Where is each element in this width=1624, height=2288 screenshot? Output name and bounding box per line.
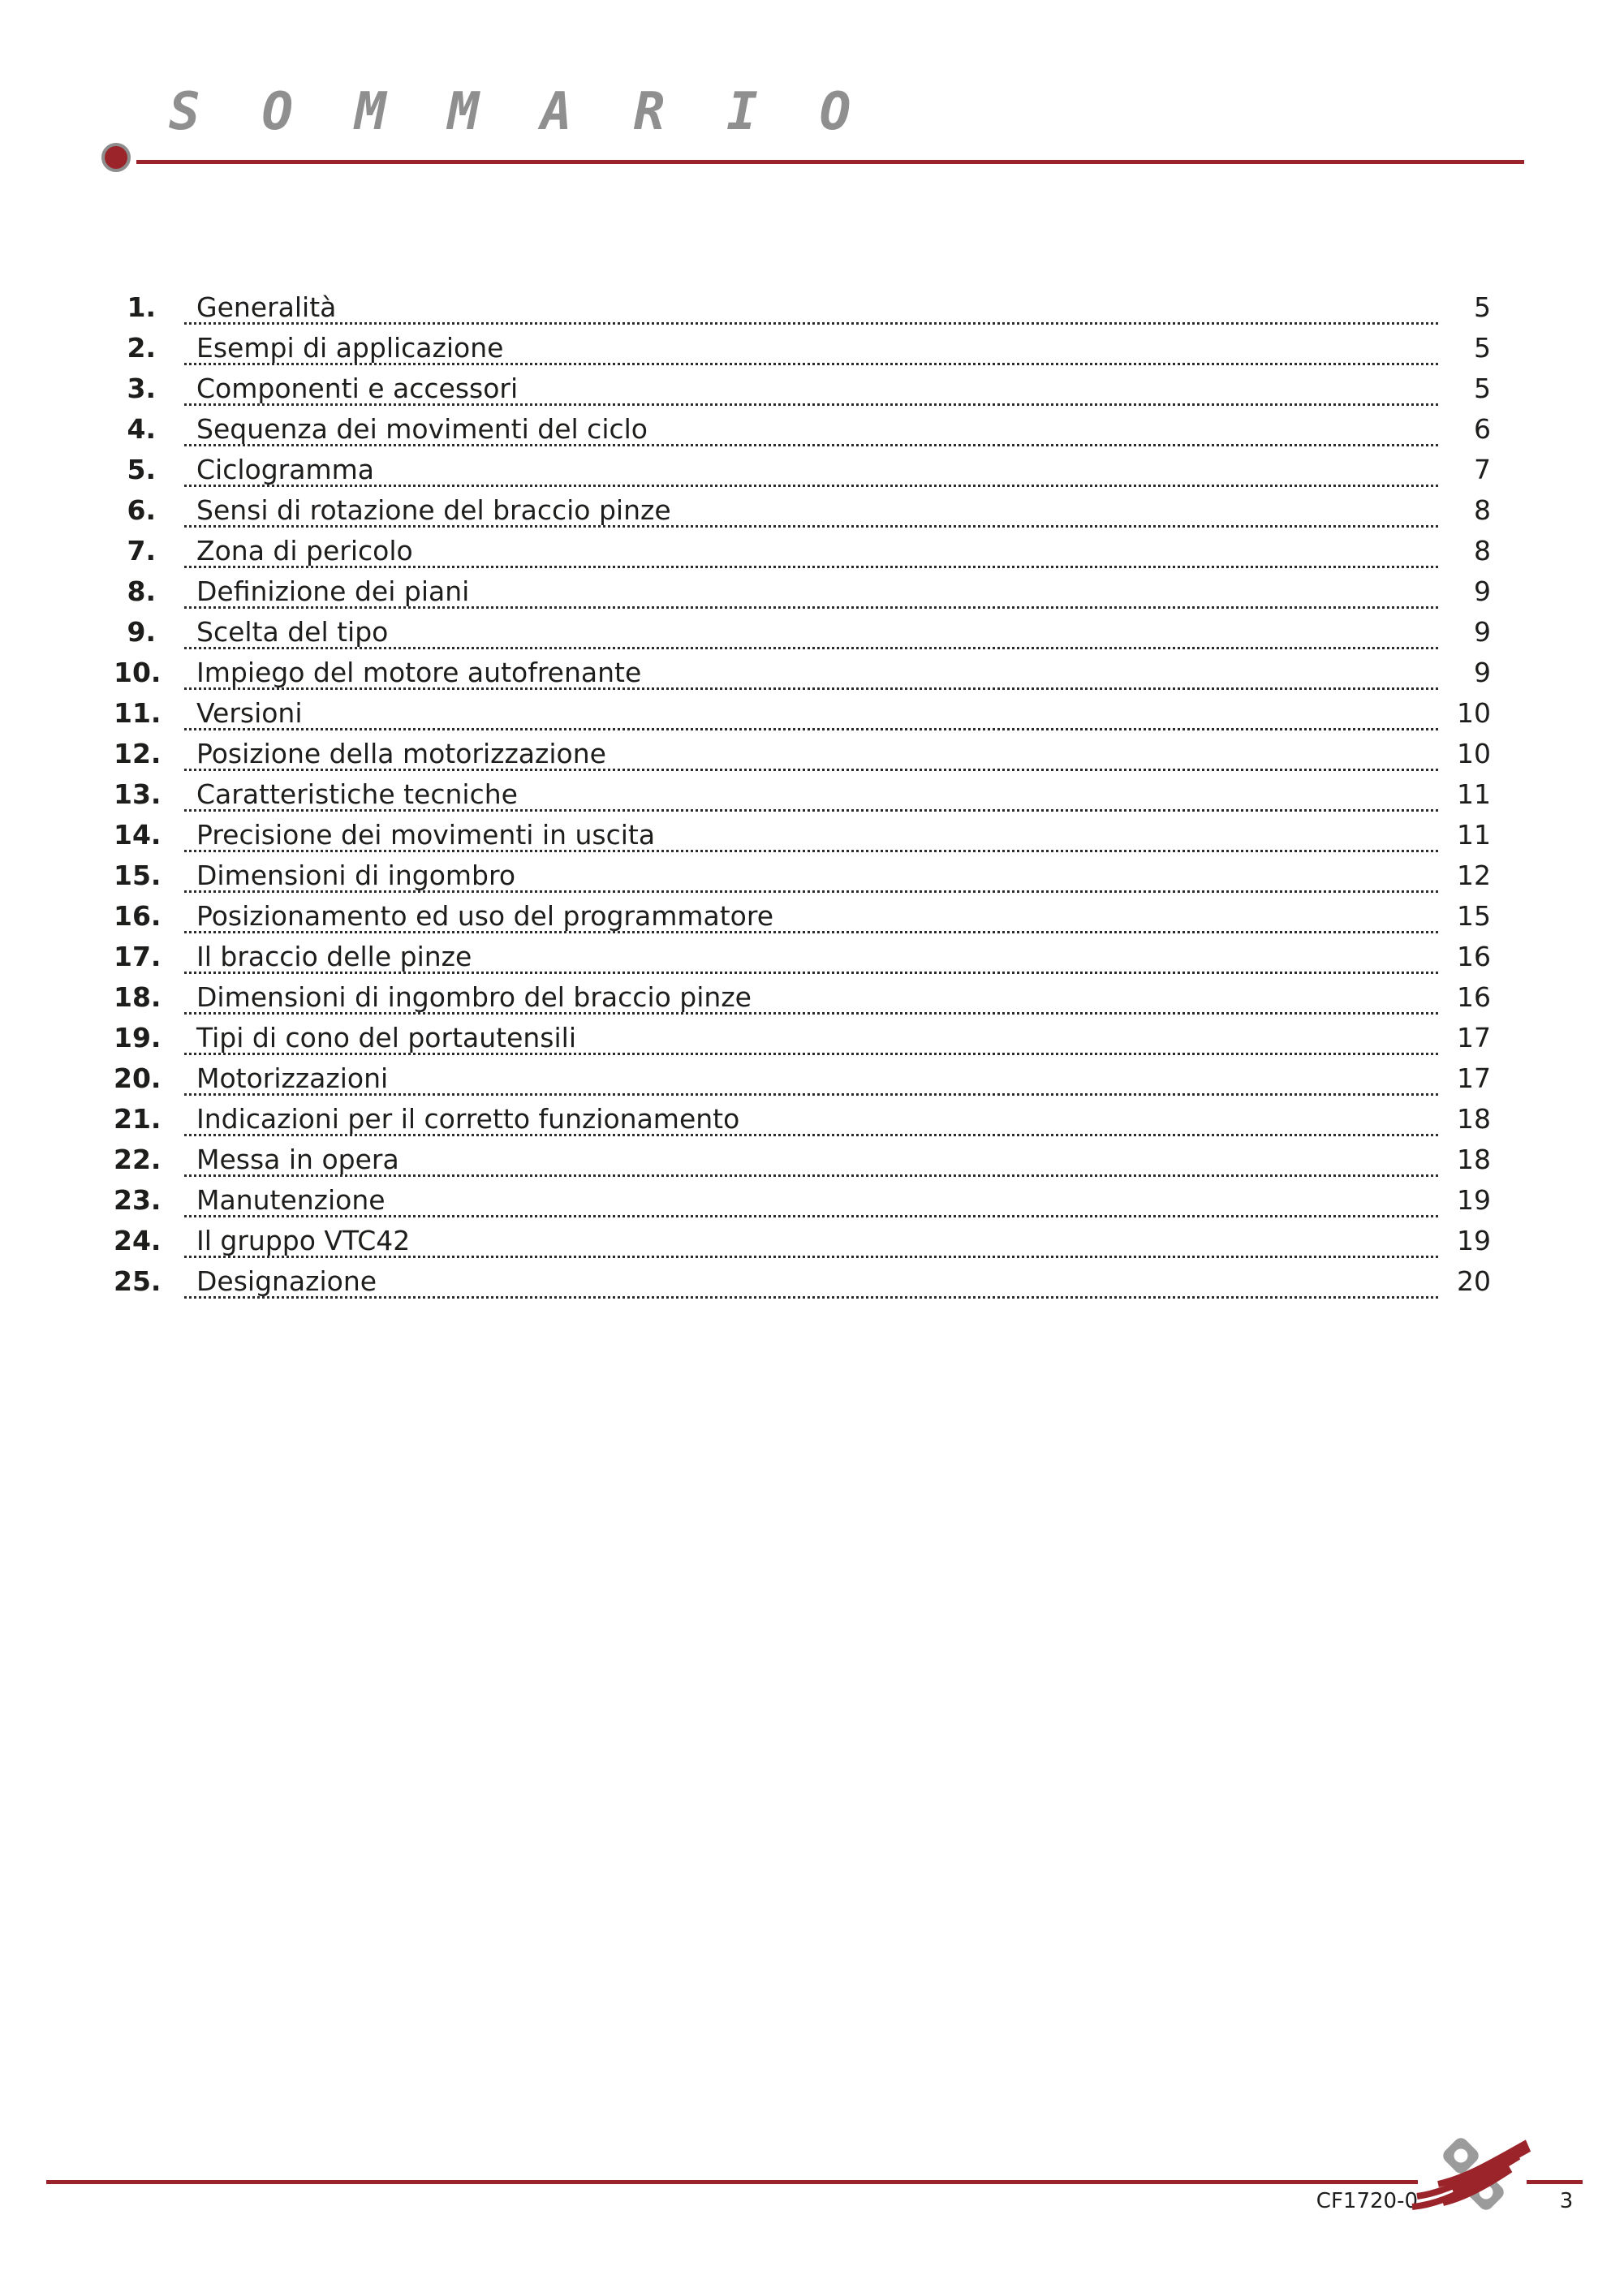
toc-dotted-leader xyxy=(184,1134,1438,1136)
toc-dotted-leader xyxy=(184,1215,1438,1217)
toc-row xyxy=(114,1262,1493,1303)
toc-entry-number: 19. xyxy=(114,1022,162,1054)
toc-row xyxy=(114,613,1493,653)
toc-entry-number: 21. xyxy=(114,1103,162,1135)
toc-row xyxy=(114,329,1493,369)
toc-entry-title: Precisione dei movimenti in uscita xyxy=(196,819,656,851)
toc-entry-page-number: 11 xyxy=(1457,778,1491,810)
toc-row xyxy=(114,653,1493,694)
toc-entry-title: Tipi di cono del portautensili xyxy=(196,1022,576,1054)
toc-dotted-leader xyxy=(184,322,1438,325)
toc-entry-title: Ciclogramma xyxy=(196,454,374,485)
toc-row xyxy=(114,1140,1493,1181)
toc-row xyxy=(114,816,1493,856)
toc-entry-page-number: 17 xyxy=(1457,1062,1491,1094)
toc-entry-title: Esempi di applicazione xyxy=(196,332,504,364)
toc-entry-title: Il braccio delle pinze xyxy=(196,941,472,972)
toc-entry-page-number: 5 xyxy=(1474,332,1491,364)
toc-entry-title: Sequenza dei movimenti del ciclo xyxy=(196,413,648,445)
toc-dotted-leader xyxy=(184,566,1438,568)
toc-entry-number: 12. xyxy=(114,738,162,769)
toc-dotted-leader xyxy=(184,525,1438,528)
toc-entry-page-number: 19 xyxy=(1457,1225,1491,1256)
toc-row xyxy=(114,735,1493,775)
toc-entry-number: 7. xyxy=(127,535,156,567)
toc-entry-number: 22. xyxy=(114,1144,162,1175)
toc-row xyxy=(114,410,1493,450)
toc-entry-title: Manutenzione xyxy=(196,1184,386,1216)
toc-entry-page-number: 10 xyxy=(1457,738,1491,769)
toc-dotted-leader xyxy=(184,444,1438,446)
toc-entry-page-number: 9 xyxy=(1474,616,1491,648)
toc-entry-number: 16. xyxy=(114,900,162,932)
toc-entry-title: Caratteristiche tecniche xyxy=(196,778,518,810)
title-rule xyxy=(136,160,1524,164)
footer-doc-code: CF1720-0 xyxy=(1316,2189,1418,2213)
toc-entry-number: 25. xyxy=(114,1265,162,1297)
toc-entry-number: 2. xyxy=(127,332,156,364)
toc-entry-page-number: 19 xyxy=(1457,1184,1491,1216)
toc-row xyxy=(114,491,1493,532)
toc-entry-title: Posizione della motorizzazione xyxy=(196,738,606,769)
page-title: SOMMARIO xyxy=(169,82,913,142)
toc-entry-page-number: 8 xyxy=(1474,535,1491,567)
toc-entry-page-number: 5 xyxy=(1474,291,1491,323)
toc-entry-number: 5. xyxy=(127,454,156,485)
footer-rule-right xyxy=(1527,2180,1583,2184)
toc-entry-number: 20. xyxy=(114,1062,162,1094)
toc-dotted-leader xyxy=(184,728,1438,730)
toc-dotted-leader xyxy=(184,890,1438,893)
toc-row xyxy=(114,572,1493,613)
toc-entry-number: 13. xyxy=(114,778,162,810)
footer-rule-left xyxy=(46,2180,1418,2184)
toc-entry-title: Dimensioni di ingombro xyxy=(196,860,516,891)
toc-entry-number: 9. xyxy=(127,616,156,648)
toc-row xyxy=(114,1059,1493,1100)
toc-entry-number: 4. xyxy=(127,413,156,445)
toc-entry-title: Dimensioni di ingombro del braccio pinze xyxy=(196,981,752,1013)
toc-dotted-leader xyxy=(184,1174,1438,1177)
toc-dotted-leader xyxy=(184,1093,1438,1096)
title-bullet-dot xyxy=(101,143,131,172)
toc-entry-title: Componenti e accessori xyxy=(196,373,519,404)
toc-entry-page-number: 7 xyxy=(1474,454,1491,485)
toc-entry-title: Versioni xyxy=(196,697,303,729)
toc-dotted-leader xyxy=(184,1296,1438,1299)
toc-list xyxy=(114,288,1493,1303)
toc-entry-page-number: 18 xyxy=(1457,1103,1491,1135)
toc-row xyxy=(114,694,1493,735)
toc-dotted-leader xyxy=(184,403,1438,406)
toc-entry-page-number: 12 xyxy=(1457,860,1491,891)
toc-dotted-leader xyxy=(184,647,1438,649)
toc-entry-number: 23. xyxy=(114,1184,162,1216)
toc-row xyxy=(114,532,1493,572)
toc-entry-page-number: 16 xyxy=(1457,941,1491,972)
toc-entry-page-number: 16 xyxy=(1457,981,1491,1013)
toc-row xyxy=(114,937,1493,978)
toc-entry-page-number: 9 xyxy=(1474,657,1491,688)
toc-dotted-leader xyxy=(184,769,1438,771)
toc-entry-page-number: 18 xyxy=(1457,1144,1491,1175)
toc-entry-page-number: 17 xyxy=(1457,1022,1491,1054)
toc-entry-title: Motorizzazioni xyxy=(196,1062,389,1094)
toc-dotted-leader xyxy=(184,687,1438,690)
toc-row xyxy=(114,856,1493,897)
toc-dotted-leader xyxy=(184,931,1438,933)
toc-entry-title: Designazione xyxy=(196,1265,377,1297)
toc-dotted-leader xyxy=(184,606,1438,609)
toc-entry-number: 15. xyxy=(114,860,162,891)
toc-row xyxy=(114,369,1493,410)
toc-entry-number: 17. xyxy=(114,941,162,972)
toc-dotted-leader xyxy=(184,485,1438,487)
toc-entry-title: Definizione dei piani xyxy=(196,575,470,607)
toc-entry-number: 6. xyxy=(127,494,156,526)
toc-dotted-leader xyxy=(184,850,1438,852)
toc-entry-title: Il gruppo VTC42 xyxy=(196,1225,411,1256)
toc-entry-page-number: 9 xyxy=(1474,575,1491,607)
toc-entry-title: Sensi di rotazione del braccio pinze xyxy=(196,494,671,526)
toc-row xyxy=(114,897,1493,937)
toc-entry-title: Messa in opera xyxy=(196,1144,399,1175)
toc-entry-number: 1. xyxy=(127,291,156,323)
toc-dotted-leader xyxy=(184,1053,1438,1055)
toc-row xyxy=(114,1222,1493,1262)
toc-entry-page-number: 15 xyxy=(1457,900,1491,932)
toc-entry-title: Indicazioni per il corretto funzionamento xyxy=(196,1103,740,1135)
toc-row xyxy=(114,1181,1493,1222)
toc-dotted-leader xyxy=(184,1012,1438,1015)
footer-page-number: 3 xyxy=(1559,2189,1574,2213)
toc-entry-page-number: 20 xyxy=(1457,1265,1491,1297)
toc-entry-title: Impiego del motore autofrenante xyxy=(196,657,642,688)
toc-entry-page-number: 6 xyxy=(1474,413,1491,445)
toc-row xyxy=(114,288,1493,329)
toc-entry-title: Scelta del tipo xyxy=(196,616,389,648)
toc-dotted-leader xyxy=(184,809,1438,812)
toc-entry-page-number: 8 xyxy=(1474,494,1491,526)
toc-entry-page-number: 11 xyxy=(1457,819,1491,851)
toc-row xyxy=(114,1019,1493,1059)
toc-row xyxy=(114,775,1493,816)
toc-row xyxy=(114,1100,1493,1140)
toc-dotted-leader xyxy=(184,972,1438,974)
toc-entry-page-number: 5 xyxy=(1474,373,1491,404)
toc-row xyxy=(114,450,1493,491)
toc-entry-number: 14. xyxy=(114,819,162,851)
toc-entry-title: Zona di pericolo xyxy=(196,535,413,567)
toc-entry-number: 18. xyxy=(114,981,162,1013)
toc-entry-number: 3. xyxy=(127,373,156,404)
toc-entry-title: Posizionamento ed uso del programmatore xyxy=(196,900,774,932)
toc-dotted-leader xyxy=(184,1256,1438,1258)
toc-entry-page-number: 10 xyxy=(1457,697,1491,729)
toc-entry-number: 10. xyxy=(114,657,162,688)
toc-entry-number: 24. xyxy=(114,1225,162,1256)
toc-entry-number: 8. xyxy=(127,575,156,607)
toc-entry-number: 11. xyxy=(114,697,162,729)
toc-row xyxy=(114,978,1493,1019)
company-logo-icon xyxy=(1411,2128,1534,2224)
toc-dotted-leader xyxy=(184,363,1438,365)
toc-entry-title: Generalità xyxy=(196,291,337,323)
